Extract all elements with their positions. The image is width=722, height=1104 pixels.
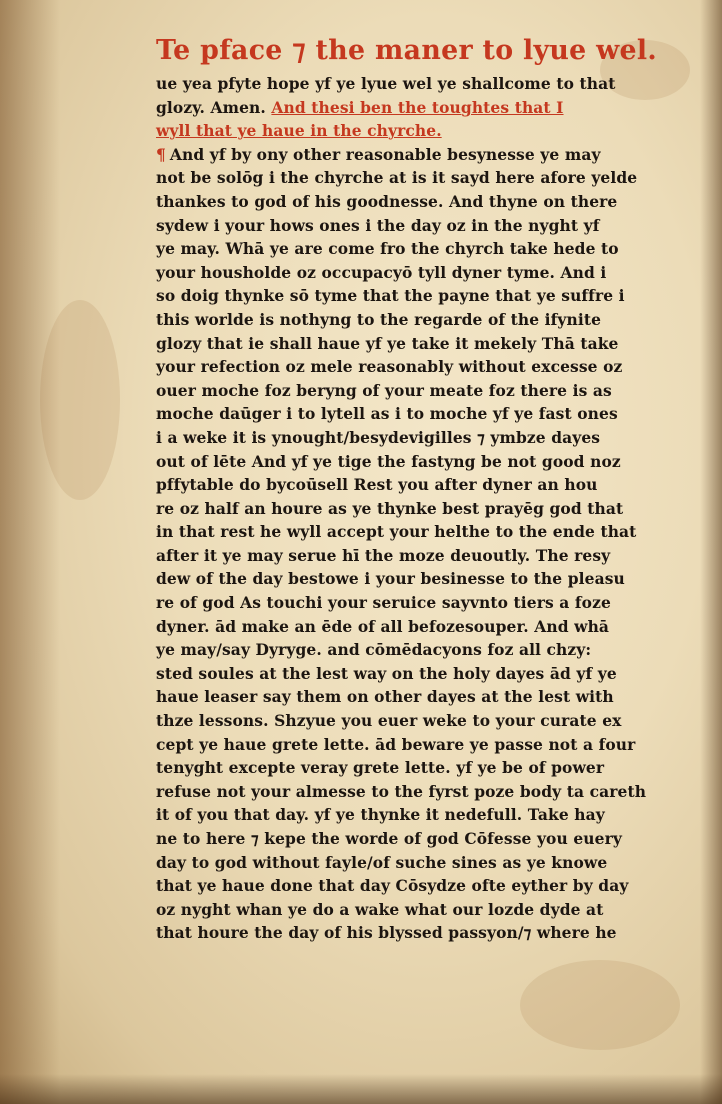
text-line — [156, 166, 704, 190]
text-line — [156, 756, 704, 780]
text-line — [156, 709, 704, 733]
text-line — [156, 355, 704, 379]
rubric-text: wyll that ye haue in the chyrche. — [156, 121, 442, 141]
text-line — [156, 921, 704, 945]
line-text: that houre the day of his blyssed passyon/⁊ where he — [156, 923, 617, 943]
line-text: thankes to god of his goodnesse. And thyne on there — [156, 191, 618, 211]
pilcrow-mark: ¶ — [156, 144, 166, 164]
line-text: your refection oz mele reasonably without excesse oz — [156, 357, 623, 377]
text-line — [156, 214, 704, 238]
line-text: ouer moche foz beryng of your meate foz there is as — [156, 380, 612, 400]
text-line — [156, 733, 704, 757]
line-text: so doig thynke sō tyme that the payne that ye suffre i — [156, 286, 625, 306]
line-text: it of you that day. yf ye thynke it nedefull. Take hay — [156, 805, 605, 825]
line-text: that ye haue done that day Cōsydze ofte eyther by day — [156, 876, 629, 896]
line-text: sted soules at the lest way on the holy dayes ād yf ye — [156, 663, 617, 683]
text-line — [156, 72, 704, 96]
paper-stain — [520, 960, 680, 1050]
text-line — [156, 402, 704, 426]
text-line — [156, 332, 704, 356]
line-text: oz nyght whan ye do a wake what our lozde dyde at — [156, 899, 604, 919]
rubric-text: And thesi ben the toughtes that I — [271, 97, 564, 117]
line-text: dyner. ād make an ēde of all befozesouper. And whā — [156, 616, 610, 636]
text-line — [156, 662, 704, 686]
text-line — [156, 119, 704, 143]
line-text: thze lessons. Shzyue you euer weke to your curate ex — [156, 711, 622, 731]
line-text: ne to here ⁊ kepe the worde of god Cōfesse you euery — [156, 829, 622, 848]
text-line — [156, 780, 704, 804]
line-text: moche daūger i to lytell as i to moche yf ye fast ones — [156, 404, 618, 424]
line-text: cept ye haue grete lette. ād beware ye passe not a four — [156, 734, 636, 754]
line-text: re oz half an houre as ye thynke best prayēg god that — [156, 498, 624, 518]
line-text: after it ye may serue hī the moze deuoutly. The resy — [156, 545, 611, 565]
line-text: dew of the day bestowe i your besinesse to the pleasu — [156, 569, 625, 589]
line-text: ye may/say Dyryge. and cōmēdacyons foz all chzy: — [156, 640, 592, 660]
text-column — [156, 32, 708, 945]
text-line — [156, 237, 704, 261]
text-line — [156, 898, 704, 922]
line-text: glozy. Amen. — [156, 97, 272, 117]
text-line — [156, 284, 704, 308]
text-line — [156, 615, 704, 639]
line-text: not be solōg i the chyrche at is it sayd here afore yelde — [156, 168, 638, 188]
line-text: day to god without fayle/of suche sines as ye knowe — [156, 852, 608, 872]
binding-gutter — [0, 0, 60, 1104]
text-line — [156, 190, 704, 214]
text-line — [156, 143, 704, 167]
text-line — [156, 685, 704, 709]
line-text: re of god As touchi your seruice sayvnto tiers a foze — [156, 593, 611, 613]
page-heading: Te pface ⁊ the maner to lyue wel. — [156, 35, 657, 66]
line-text: And yf by ony other reasonable besynesse ye may — [169, 144, 601, 164]
text-line — [156, 827, 704, 851]
text-line — [156, 450, 704, 474]
line-text: out of lēte And yf ye tige the fastyng be not good noz — [156, 451, 621, 471]
text-line — [156, 591, 704, 615]
text-lines — [156, 72, 708, 945]
text-line — [156, 874, 704, 898]
line-text: i a weke it is ynought/besydevigilles ⁊ ymbze dayes — [156, 427, 601, 447]
line-text: refuse not your almesse to the fyrst poze body ta careth — [156, 781, 647, 801]
text-line — [156, 473, 704, 497]
line-text: haue leaser say them on other dayes at the lest with — [156, 687, 614, 707]
text-line — [156, 426, 704, 450]
text-line — [156, 261, 704, 285]
line-text: pffytable do bycoūsell Rest you after dyner an hou — [156, 475, 598, 495]
text-line — [156, 803, 704, 827]
text-line — [156, 96, 704, 120]
text-line — [156, 497, 704, 521]
page-bottom-edge — [0, 1074, 722, 1104]
text-line — [156, 544, 704, 568]
line-text: sydew i your hows ones i the day oz in the nyght yf — [156, 215, 600, 235]
text-line — [156, 379, 704, 403]
line-text: this worlde is nothyng to the regarde of the ifynite — [156, 309, 602, 329]
text-line — [156, 638, 704, 662]
text-line — [156, 567, 704, 591]
text-line — [156, 308, 704, 332]
line-text: tenyght excepte veray grete lette. yf ye be of power — [156, 758, 605, 778]
line-text: ue yea pfyte hope yf ye lyue wel ye shallcome to that — [156, 74, 616, 93]
line-text: in that rest he wyll accept your helthe to the ende that — [156, 522, 637, 542]
line-text: ye may. Whā ye are come fro the chyrch take hede to — [156, 239, 619, 259]
line-text: your housholde oz occupacyō tyll dyner tyme. And i — [156, 262, 607, 282]
text-line — [156, 520, 704, 544]
line-text: glozy that ie shall haue yf ye take it mekely Thā take — [156, 333, 619, 353]
text-line — [156, 851, 704, 875]
